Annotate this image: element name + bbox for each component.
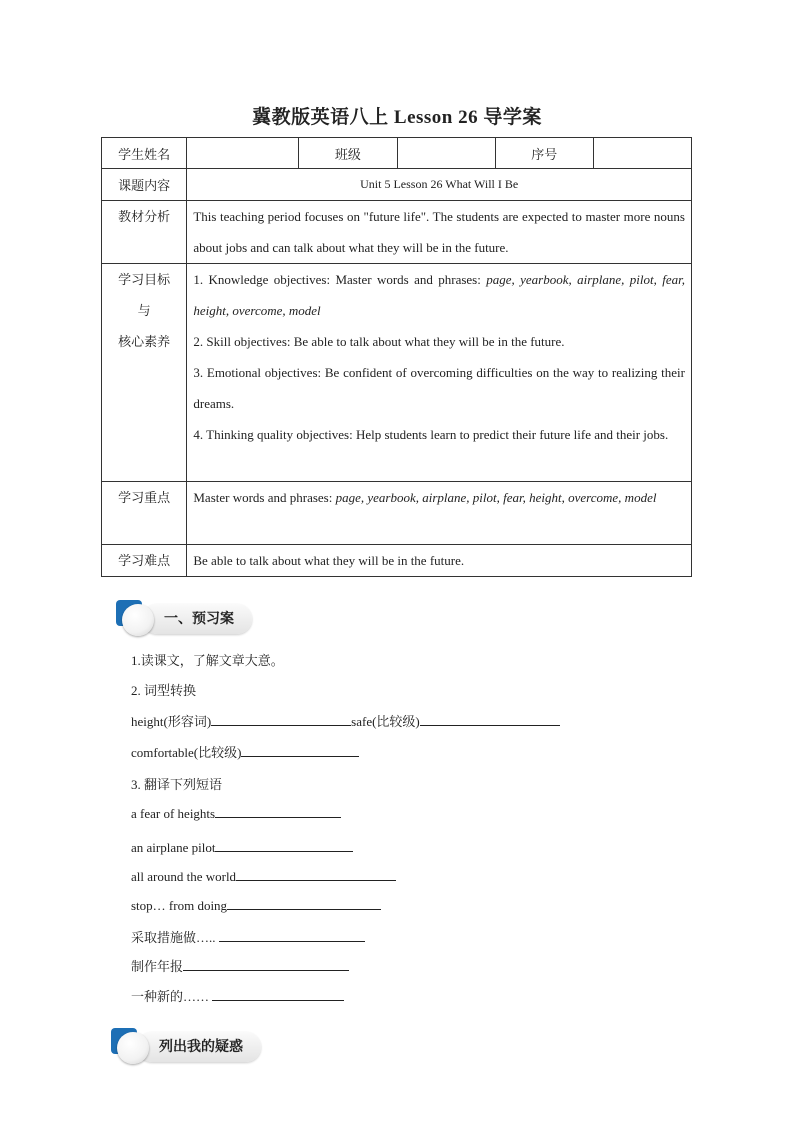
difficulties-value: Be able to talk about what they will be in the future. [187,545,692,577]
phrase-text: 一种新的…… [131,989,213,1004]
table-row [102,138,692,169]
objectives-label-line: 学习目标 [118,272,171,287]
number-cell[interactable] [593,138,691,169]
section-title: 列出我的疑惑 [137,1032,261,1062]
height-label: height(形容词) [131,714,212,729]
objective-1-words: page, yearbook, airplane, pilot, fear, height, overcome, model [193,272,685,318]
number-label: 序号 [495,138,593,169]
difficulties-label: 学习难点 [102,545,187,577]
table-row [102,482,692,545]
key-points-words: page, yearbook, airplane, pilot, fear, height, overcome, model [335,490,657,505]
name-label: 学生姓名 [102,138,187,169]
topic-label: 课题内容 [102,169,187,201]
objective-2: 2. Skill objectives: Be able to talk about what they will be in the future. [193,334,565,349]
objectives-label-line: 核心素养 [118,334,171,349]
phrase-text: a fear of heights [131,806,216,821]
analysis-value: This teaching period focuses on "future life". The students are expected to master more nouns about jobs and can talk about what they will be in the future. [187,201,692,264]
section-badge-icon [116,600,156,638]
answer-blank[interactable] [219,929,365,942]
comfortable-label: comfortable(比较级) [131,745,242,760]
objectives-value [187,264,692,482]
question-2: 2. 词型转换 [131,683,197,698]
phrase-line [131,868,396,885]
table-row [102,264,692,482]
phrase-text: an airplane pilot [131,840,216,855]
key-points-text: Master words and phrases: [193,490,336,505]
answer-blank[interactable] [215,805,341,818]
answer-blank[interactable] [241,744,359,757]
answer-blank[interactable] [236,868,396,881]
section-title: 一、预习案 [142,604,252,634]
answer-blank[interactable] [212,988,344,1001]
safe-label: safe(比较级) [351,714,420,729]
answer-blank[interactable] [227,897,381,910]
analysis-label: 教材分析 [102,201,187,264]
phrase-text: 制作年报 [131,959,184,974]
phrase-line [131,956,349,975]
phrase-text: stop… from doing [131,898,228,913]
section-heading-preview [116,600,252,638]
name-cell[interactable] [187,138,299,169]
objective-1-text: 1. Knowledge objectives: Master words and phrases: [193,272,487,287]
phrase-line [131,805,341,822]
answer-blank[interactable] [211,713,351,726]
section-heading-doubts [111,1028,261,1066]
section-badge-icon [111,1028,151,1066]
phrase-line [131,986,344,1005]
table-row [102,201,692,264]
phrase-line [131,839,353,856]
question-1: 1.读课文，了解文章大意。 [131,653,284,668]
phrase-text: all around the world [131,869,237,884]
word-form-line-2 [131,742,359,761]
info-table [101,137,692,577]
objective-1 [193,264,685,326]
objective-4: 4. Thinking quality objectives: Help students learn to predict their future life and their jobs. [193,427,669,442]
topic-value: Unit 5 Lesson 26 What Will I Be [187,169,692,201]
objective-3: 3. Emotional objectives: Be confident of overcoming difficulties on the way to realizing their dreams. [193,365,685,411]
objectives-label [102,264,187,482]
phrase-text: 采取措施做….. [131,930,219,945]
table-row [102,545,692,577]
answer-blank[interactable] [215,839,353,852]
objectives-label-line: 与 [137,303,151,318]
question-3: 3. 翻译下列短语 [131,777,223,792]
key-points-value [187,482,692,545]
page-title: 冀教版英语八上 Lesson 26 导学案 [252,107,542,128]
class-cell[interactable] [397,138,495,169]
phrase-line [131,927,365,946]
class-label: 班级 [299,138,397,169]
key-points-label: 学习重点 [102,482,187,545]
word-form-line-1 [131,711,560,730]
phrase-line [131,897,381,914]
answer-blank[interactable] [420,713,560,726]
table-row [102,169,692,201]
answer-blank[interactable] [183,958,349,971]
